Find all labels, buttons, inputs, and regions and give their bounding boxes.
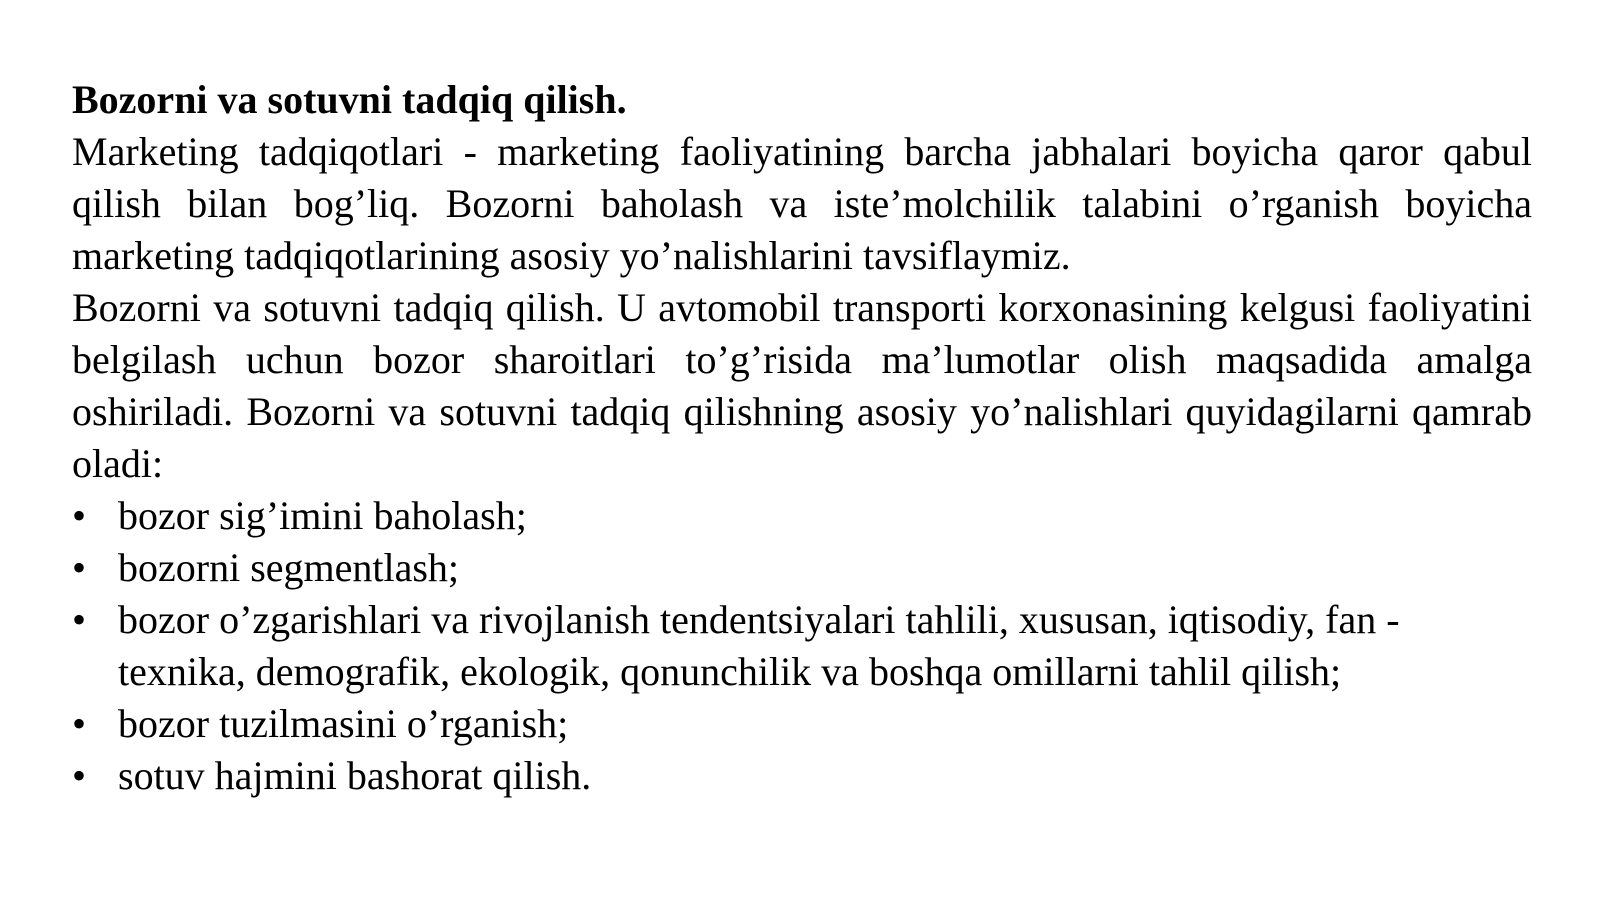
bullet-list — [72, 490, 1532, 802]
bullet-item — [72, 542, 1532, 594]
bullet-icon: • — [72, 701, 87, 746]
bullet-text: bozor o’zgarishlari va rivojlanish tendentsiyalari tahlili, xususan, iqtisodiy, fan - texnika, demografik, ekologik, qonunchilik va boshqa omillarni tahlil qilish; — [118, 597, 1400, 694]
bullet-text: bozor sig’imini baholash; — [118, 493, 527, 538]
bullet-item — [72, 750, 1532, 802]
bullet-text: bozor tuzilmasini o’rganish; — [118, 701, 569, 746]
bullet-item — [72, 594, 1532, 698]
bullet-item — [72, 698, 1532, 750]
bullet-icon: • — [72, 493, 87, 538]
bullet-text: bozorni segmentlash; — [118, 545, 460, 590]
slide-content — [72, 74, 1532, 802]
bullet-icon: • — [72, 597, 87, 642]
paragraph-market-research: Bozorni va sotuvni tadqiq qilish. U avtomobil transporti korxonasining kelgusi faoliyatini belgilash uchun bozor sharoitlari to’g’risida ma’lumotlar olish maqsadida amalga oshiriladi. Bozorni va sotuvni tadqiq qilishning asosiy yo’nalishlari quyidagilarni qamrab oladi: — [72, 285, 1532, 486]
slide-heading: Bozorni va sotuvni tadqiq qilish. — [72, 77, 627, 122]
bullet-icon: • — [72, 753, 87, 798]
bullet-text: sotuv hajmini bashorat qilish. — [118, 753, 592, 798]
paragraph-intro: Marketing tadqiqotlari - marketing faoliyatining barcha jabhalari boyicha qaror qabul qilish bilan bog’liq. Bozorni baholash va iste’molchilik talabini o’rganish boyicha marketing tadqiqotlarining asosiy yo’nalishlarini tavsiflaymiz. — [72, 129, 1532, 278]
bullet-item — [72, 490, 1532, 542]
bullet-icon: • — [72, 545, 87, 590]
